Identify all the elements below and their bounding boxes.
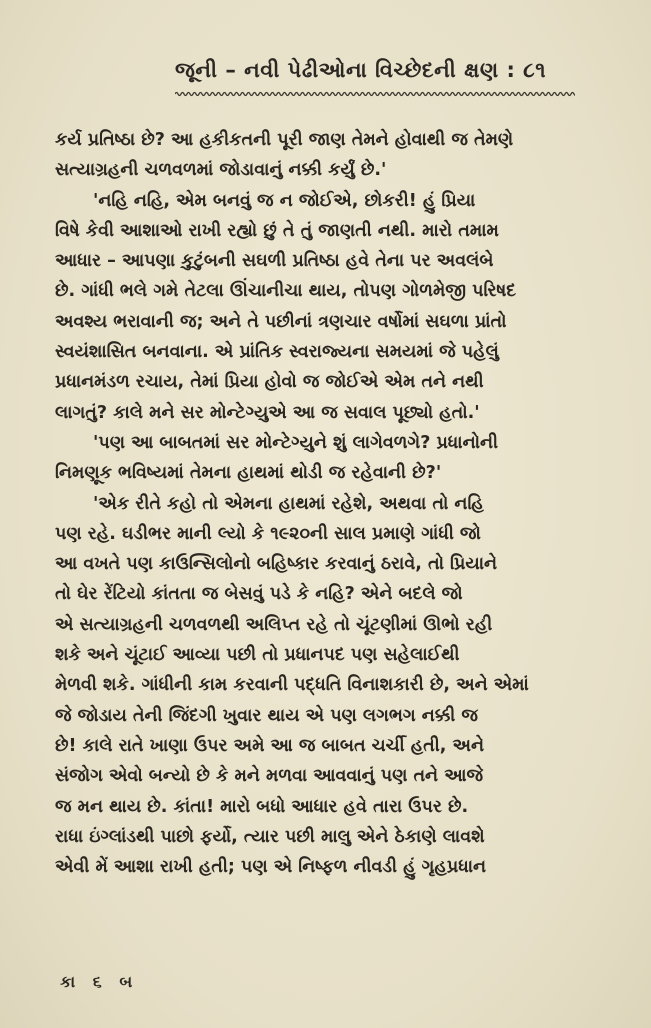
text-line: 'એક રીતે કહો તો એમના હાથમાં રહેશે, અથવા તો નહિ xyxy=(93,493,484,514)
text-line: છે. ગાંધી ભલે ગમે તેટલા ઊંચાનીચા થાય, તોપણ ગોળમેજી પરિષદ xyxy=(55,281,517,302)
text-line: એ સત્યાગ્રહની ચળવળથી અલિપ્ત રહે તો ચૂંટણીમાં ઊભો રહી xyxy=(55,614,493,635)
text-line: 'નહિ નહિ, એમ બનવું જ ન જોઈએ, છોકરી! હું પ્રિયા xyxy=(93,190,476,211)
text-line: છે! કાલે રાતે ખાણા ઉપર અમે આ જ બાબત ચર્ચી હતી, અને xyxy=(55,735,485,756)
text-line: તો ઘેર રેંટિયો કાંતતા જ બેસવું પડે કે નહિ? એને બદલે જો xyxy=(55,584,463,605)
signature-mark: કા ૬ બ xyxy=(60,972,139,991)
text-line: સત્યાગ્રહની ચળવળમાં જોડાવાનું નક્કી કર્યું છે.' xyxy=(55,160,387,181)
text-line: લાગતું? કાલે મને સર મોન્ટેગ્યુએ આ જ સવાલ પૂછ્યો હતો.' xyxy=(55,402,480,423)
text-line: પ્રધાનમંડળ રચાય, તેમાં પ્રિયા હોવો જ જોઈએ એમ તને નથી xyxy=(55,372,484,393)
decorative-wavy-rule xyxy=(175,90,575,98)
text-line: અવશ્ય ભરાવાની જ; અને તે પછીનાં ત્રણચાર વર્ષોમાં સઘળા પ્રાંતો xyxy=(55,311,507,332)
text-line: રાધા ઇંગ્લાંડથી પાછો ફર્યો, ત્યાર પછી માલુ એને ઠેકાણે લાવશે xyxy=(55,826,485,847)
text-line: આધાર – આપણા કુટુંબની સઘળી પ્રતિષ્ઠા હવે તેના પર અવલંબે xyxy=(55,251,494,272)
header-title: જૂની – નવી પેઢીઓના વિચ્છેદની ક્ષણ : ૮૧ xyxy=(175,58,547,82)
text-line: કર્ય પ્રતિષ્ઠા છે? આ હકીકતની પૂરી જાણ તેમને હોવાથી જ તેમણે xyxy=(55,130,514,150)
text-line: 'પણ આ બાબતમાં સર મોન્ટેગ્યુને શું લાગેવળગે? પ્રધાનોની xyxy=(93,432,499,453)
text-line: સ્વયંશાસિત બનવાના. એ પ્રાંતિક સ્વરાજ્યના સમયમાં જે પહેલું xyxy=(55,342,499,363)
text-line: એવી મેં આશા રાખી હતી; પણ એ નિષ્ફળ નીવડી હું ગૃહપ્રધાન xyxy=(55,857,487,878)
page-body-text xyxy=(55,125,600,882)
text-line: જ મન થાય છે. કાંતા! મારો બધો આધાર હવે તારા ઉપર છે. xyxy=(55,796,469,817)
text-line: સંજોગ એવો બન્યો છે કે મને મળવા આવવાનું પણ તને આજે xyxy=(55,766,484,787)
running-header xyxy=(175,58,595,98)
text-line: આ વખતે પણ કાઉન્સિલોનો બહિષ્કાર કરવાનું ઠરાવે, તો પ્રિયાને xyxy=(55,554,498,575)
text-line: મેળવી શકે. ગાંધીની કામ કરવાની પદ્ધતિ વિનાશકારી છે, અને એમાં xyxy=(55,675,529,696)
text-line: શકે અને ચૂંટાઈ આવ્યા પછી તો પ્રધાનપદ પણ સહેલાઈથી xyxy=(55,645,460,666)
text-line: નિમણૂક ભવિષ્યમાં તેમના હાથમાં થોડી જ રહેવાની છે?' xyxy=(55,463,442,484)
text-line: વિષે કેવી આશાઓ રાખી રહ્યો છું તે તું જાણતી નથી. મારો તમામ xyxy=(55,220,499,241)
text-line: પણ રહે. ઘડીભર માની લ્યો કે ૧૯૨૦ની સાલ પ્રમાણે ગાંધી જો xyxy=(55,523,481,544)
text-line: જે જોડાય તેની જિંદગી ખુવાર થાય એ પણ લગભગ નક્કી જ xyxy=(55,705,478,726)
